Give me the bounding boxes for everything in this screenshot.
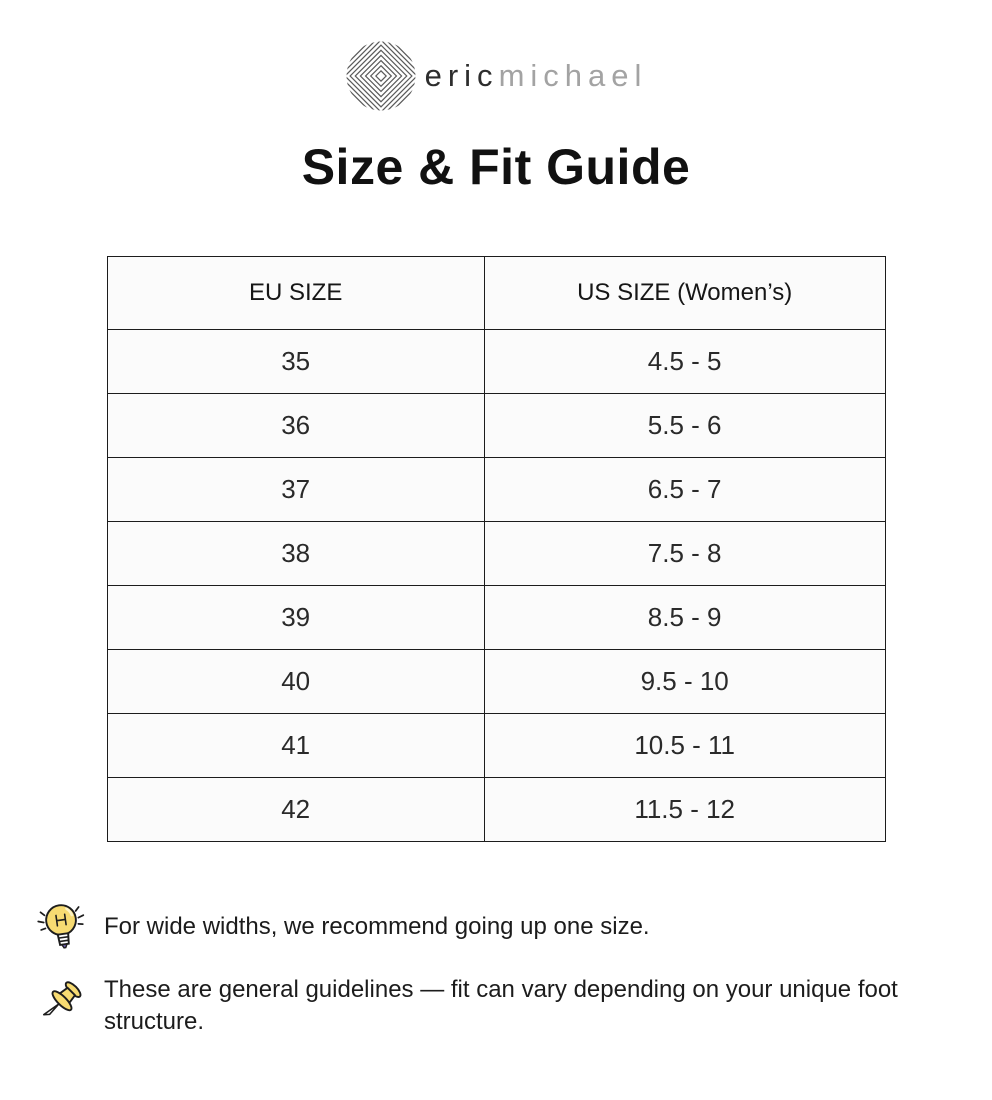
eu-size-cell: 36 [107, 394, 484, 458]
eu-size-cell: 40 [107, 650, 484, 714]
table-row [107, 714, 885, 778]
page-title: Size & Fit Guide [301, 139, 691, 195]
us-size-cell: 4.5 - 5 [484, 330, 885, 394]
size-table [107, 256, 886, 842]
note-wide-widths [34, 898, 992, 956]
brand-second-word: michael [498, 58, 648, 93]
header-us-size: US SIZE (Women’s) [484, 257, 885, 330]
header-eu-size: EU SIZE [107, 257, 484, 330]
us-size-cell: 6.5 - 7 [484, 458, 885, 522]
concentric-diamond-icon [345, 40, 417, 112]
lightbulb-icon [34, 898, 90, 956]
table-row [107, 586, 885, 650]
pushpin-icon [34, 977, 90, 1035]
table-row [107, 522, 885, 586]
us-size-cell: 10.5 - 11 [484, 714, 885, 778]
table-header-row [107, 257, 885, 330]
us-size-cell: 9.5 - 10 [484, 650, 885, 714]
us-size-cell: 11.5 - 12 [484, 778, 885, 842]
brand-wordmark [425, 58, 648, 94]
eu-size-cell: 42 [107, 778, 484, 842]
note-general-guidelines [34, 974, 992, 1038]
table-row [107, 394, 885, 458]
table-row [107, 458, 885, 522]
table-row [107, 778, 885, 842]
us-size-cell: 7.5 - 8 [484, 522, 885, 586]
eu-size-cell: 41 [107, 714, 484, 778]
us-size-cell: 8.5 - 9 [484, 586, 885, 650]
eu-size-cell: 35 [107, 330, 484, 394]
eu-size-cell: 39 [107, 586, 484, 650]
brand-logo [0, 40, 992, 112]
notes-section [34, 898, 992, 1038]
brand-first-word: eric [424, 58, 499, 93]
eu-size-cell: 37 [107, 458, 484, 522]
eu-size-cell: 38 [107, 522, 484, 586]
us-size-cell: 5.5 - 6 [484, 394, 885, 458]
note-text: These are general guidelines — fit can vary depending on your unique foot structure. [104, 976, 898, 1035]
table-row [107, 330, 885, 394]
table-row [107, 650, 885, 714]
note-text: For wide widths, we recommend going up one size. [104, 913, 650, 940]
